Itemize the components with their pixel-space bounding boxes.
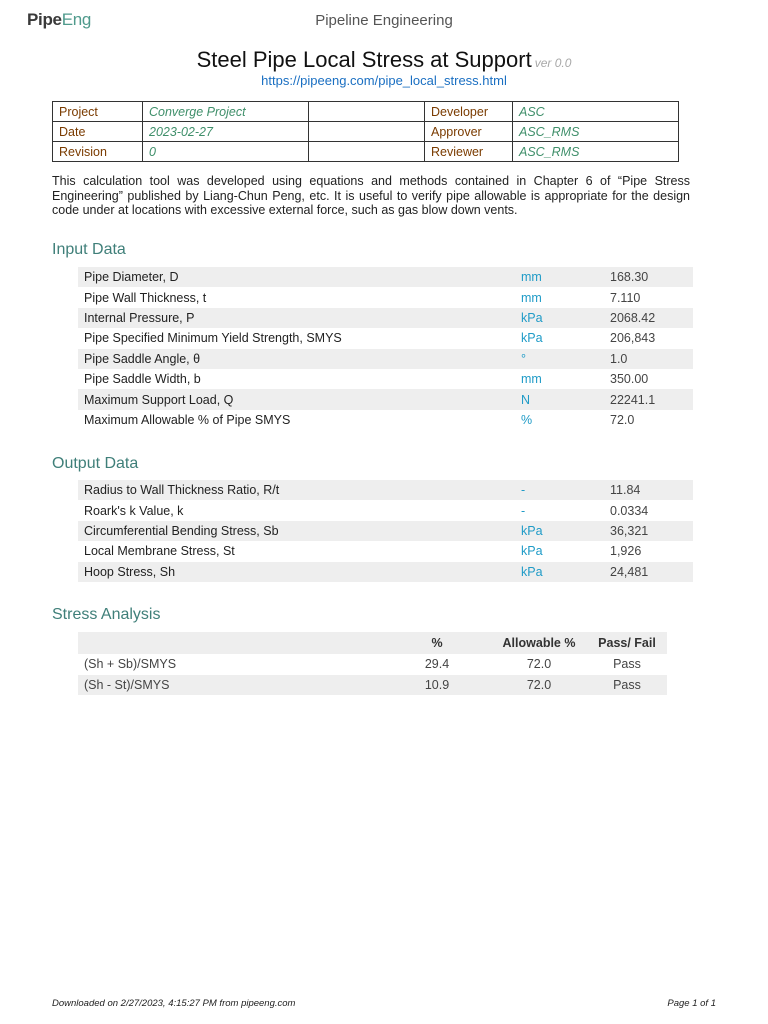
version-label: ver 0.0 [534,56,572,70]
stress-header-row [78,632,667,654]
stress-row [78,675,667,696]
input-value: 72.0 [610,412,635,427]
input-row [78,349,693,369]
input-value: 2068.42 [610,308,693,328]
input-label: Maximum Allowable % of Pipe SMYS [84,412,291,427]
output-label: Local Membrane Stress, St [84,544,235,559]
stress-result: Pass [587,675,667,696]
stress-analysis-heading: Stress Analysis [52,606,161,623]
input-unit: N [521,389,610,409]
info-empty-cell [309,122,425,142]
output-label: Radius to Wall Thickness Ratio, R/t [78,480,521,500]
input-unit: mm [521,372,542,387]
input-row [78,328,693,348]
input-data-heading: Input Data [52,241,126,258]
project-value: Converge Project [143,102,309,122]
stress-label: (Sh + Sb)/SMYS [84,657,177,672]
page-number: Page 1 of 1 [667,998,716,1009]
input-value: 168.30 [610,267,693,287]
input-label: Pipe Wall Thickness, t [84,290,207,305]
stress-percent: 29.4 [424,657,450,672]
stress-header-label [78,632,383,654]
input-unit: kPa [521,308,610,328]
input-row [78,369,693,389]
input-value: 7.110 [610,290,641,305]
project-info-table [52,101,679,162]
input-value: 1.0 [610,349,693,369]
logo-text-eng: Eng [61,10,92,29]
output-row [78,562,693,582]
output-value: 24,481 [610,562,693,582]
project-label: Project [53,102,143,122]
input-row [78,389,693,409]
info-empty-cell [309,142,425,162]
input-value: 206,843 [610,331,656,346]
output-value: 36,321 [610,521,693,541]
stress-result: Pass [613,657,641,672]
input-row [78,410,693,430]
info-row-date [53,122,679,142]
stress-header-percent: % [383,632,491,654]
output-label: Hoop Stress, Sh [78,562,521,582]
stress-header-allowable: Allowable % [491,632,587,654]
input-row [78,267,693,287]
stress-allowable: 72.0 [526,657,552,672]
input-label: Pipe Diameter, D [78,267,521,287]
input-label: Pipe Saddle Width, b [84,372,201,387]
output-row [78,480,693,500]
stress-row [78,654,667,675]
document-title [0,47,768,73]
input-label: Pipe Specified Minimum Yield Strength, SMYS [84,331,342,346]
output-value: 0.0334 [610,503,649,518]
output-value: 11.84 [610,480,693,500]
input-unit: mm [521,290,542,305]
output-unit: kPa [521,562,610,582]
download-timestamp: Downloaded on 2/27/2023, 4:15:27 PM from pipeeng.com [52,998,296,1009]
info-row-revision [53,142,679,162]
input-unit: ° [521,349,610,369]
input-data-table [78,267,693,430]
logo-text-pipe: Pipe [27,10,62,29]
input-row [78,287,693,307]
output-label: Roark's k Value, k [84,503,184,518]
info-empty-cell [309,102,425,122]
input-value: 350.00 [610,372,649,387]
info-row-project [53,102,679,122]
output-data-table [78,480,693,582]
developer-value: ASC [513,102,679,122]
output-unit: - [521,480,610,500]
reviewer-value: ASC_RMS [513,142,679,162]
input-unit: % [521,412,533,427]
date-value: 2023-02-27 [143,122,309,142]
approver-label: Approver [425,122,513,142]
output-value: 1,926 [610,544,642,559]
input-value: 22241.1 [610,389,693,409]
revision-label: Revision [53,142,143,162]
stress-percent: 10.9 [383,675,491,696]
stress-header-pass-fail: Pass/ Fail [587,632,667,654]
input-unit: mm [521,267,610,287]
reviewer-label: Reviewer [425,142,513,162]
site-title: Pipeline Engineering [315,12,453,29]
output-row [78,500,693,520]
input-label: Internal Pressure, P [78,308,521,328]
date-label: Date [53,122,143,142]
approver-value: ASC_RMS [513,122,679,142]
revision-value: 0 [143,142,309,162]
output-label: Circumferential Bending Stress, Sb [78,521,521,541]
input-row [78,308,693,328]
stress-label: (Sh - St)/SMYS [78,675,383,696]
output-unit: kPa [521,544,543,559]
stress-allowable: 72.0 [491,675,587,696]
output-unit: kPa [521,521,610,541]
document-url-link[interactable]: https://pipeeng.com/pipe_local_stress.html [261,73,507,88]
output-row [78,541,693,561]
document-title-text: Steel Pipe Local Stress at Support [196,47,532,72]
input-unit: kPa [521,331,543,346]
input-label: Pipe Saddle Angle, θ [78,349,521,369]
input-label: Maximum Support Load, Q [78,389,521,409]
output-data-heading: Output Data [52,455,139,472]
intro-paragraph: This calculation tool was developed using equations and methods contained in Chapter 6 of “Pipe Stress Engineering” published by Liang-Chun Peng, etc. It is useful to verify pipe allowable is appropriate for the design code under at locations with excessive external force, such as gas blow down vents. [52,174,690,217]
output-row [78,521,693,541]
stress-analysis-table [78,632,667,695]
developer-label: Developer [425,102,513,122]
output-unit: - [521,503,526,518]
